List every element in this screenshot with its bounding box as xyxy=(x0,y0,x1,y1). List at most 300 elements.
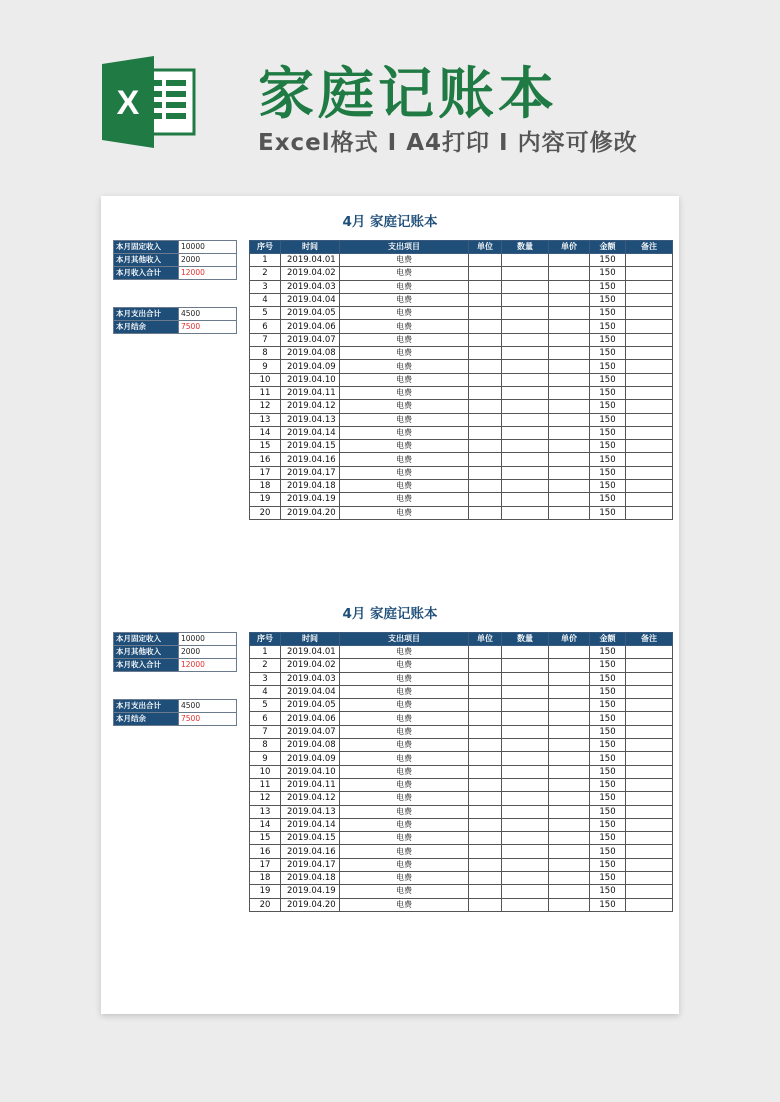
cell-note[interactable] xyxy=(626,792,673,805)
cell-amount[interactable]: 150 xyxy=(590,712,626,725)
cell-date[interactable]: 2019.04.14 xyxy=(281,426,340,439)
summary-value[interactable]: 2000 xyxy=(179,254,237,267)
cell-qty[interactable] xyxy=(502,805,549,818)
cell-seq[interactable]: 11 xyxy=(250,778,281,791)
cell-amount[interactable]: 150 xyxy=(590,400,626,413)
summary-value[interactable]: 10000 xyxy=(179,241,237,254)
cell-unit[interactable] xyxy=(469,373,502,386)
cell-qty[interactable] xyxy=(502,765,549,778)
cell-qty[interactable] xyxy=(502,426,549,439)
cell-date[interactable]: 2019.04.08 xyxy=(281,347,340,360)
cell-amount[interactable]: 150 xyxy=(590,320,626,333)
cell-unit[interactable] xyxy=(469,805,502,818)
cell-note[interactable] xyxy=(626,659,673,672)
cell-qty[interactable] xyxy=(502,320,549,333)
cell-qty[interactable] xyxy=(502,818,549,831)
cell-unit[interactable] xyxy=(469,453,502,466)
cell-seq[interactable]: 9 xyxy=(250,752,281,765)
cell-date[interactable]: 2019.04.18 xyxy=(281,872,340,885)
cell-unit[interactable] xyxy=(469,347,502,360)
cell-price[interactable] xyxy=(549,739,590,752)
cell-seq[interactable]: 5 xyxy=(250,699,281,712)
cell-seq[interactable]: 3 xyxy=(250,280,281,293)
cell-item[interactable]: 电费 xyxy=(340,699,469,712)
cell-qty[interactable] xyxy=(502,466,549,479)
cell-seq[interactable]: 2 xyxy=(250,267,281,280)
cell-qty[interactable] xyxy=(502,386,549,399)
cell-seq[interactable]: 5 xyxy=(250,307,281,320)
cell-date[interactable]: 2019.04.02 xyxy=(281,267,340,280)
cell-note[interactable] xyxy=(626,898,673,911)
cell-item[interactable]: 电费 xyxy=(340,778,469,791)
cell-unit[interactable] xyxy=(469,506,502,519)
cell-amount[interactable]: 150 xyxy=(590,267,626,280)
cell-unit[interactable] xyxy=(469,685,502,698)
cell-note[interactable] xyxy=(626,739,673,752)
cell-date[interactable]: 2019.04.07 xyxy=(281,725,340,738)
cell-amount[interactable]: 150 xyxy=(590,685,626,698)
cell-item[interactable]: 电费 xyxy=(340,898,469,911)
cell-date[interactable]: 2019.04.10 xyxy=(281,373,340,386)
cell-qty[interactable] xyxy=(502,307,549,320)
cell-date[interactable]: 2019.04.12 xyxy=(281,400,340,413)
cell-note[interactable] xyxy=(626,858,673,871)
cell-price[interactable] xyxy=(549,480,590,493)
cell-note[interactable] xyxy=(626,506,673,519)
cell-unit[interactable] xyxy=(469,280,502,293)
cell-price[interactable] xyxy=(549,805,590,818)
cell-amount[interactable]: 150 xyxy=(590,778,626,791)
cell-price[interactable] xyxy=(549,347,590,360)
cell-qty[interactable] xyxy=(502,493,549,506)
cell-qty[interactable] xyxy=(502,646,549,659)
cell-unit[interactable] xyxy=(469,493,502,506)
summary-value[interactable]: 4500 xyxy=(179,308,237,321)
cell-seq[interactable]: 18 xyxy=(250,480,281,493)
cell-amount[interactable]: 150 xyxy=(590,659,626,672)
cell-note[interactable] xyxy=(626,293,673,306)
cell-price[interactable] xyxy=(549,885,590,898)
cell-unit[interactable] xyxy=(469,672,502,685)
cell-item[interactable]: 电费 xyxy=(340,672,469,685)
cell-price[interactable] xyxy=(549,466,590,479)
cell-item[interactable]: 电费 xyxy=(340,659,469,672)
cell-seq[interactable]: 17 xyxy=(250,466,281,479)
cell-unit[interactable] xyxy=(469,818,502,831)
cell-note[interactable] xyxy=(626,386,673,399)
cell-unit[interactable] xyxy=(469,659,502,672)
cell-note[interactable] xyxy=(626,347,673,360)
summary-value[interactable]: 2000 xyxy=(179,646,237,659)
cell-seq[interactable]: 7 xyxy=(250,333,281,346)
cell-seq[interactable]: 15 xyxy=(250,440,281,453)
cell-item[interactable]: 电费 xyxy=(340,254,469,267)
cell-unit[interactable] xyxy=(469,307,502,320)
cell-item[interactable]: 电费 xyxy=(340,440,469,453)
cell-price[interactable] xyxy=(549,898,590,911)
cell-item[interactable]: 电费 xyxy=(340,400,469,413)
cell-price[interactable] xyxy=(549,818,590,831)
cell-price[interactable] xyxy=(549,413,590,426)
cell-item[interactable]: 电费 xyxy=(340,739,469,752)
cell-date[interactable]: 2019.04.05 xyxy=(281,699,340,712)
cell-amount[interactable]: 150 xyxy=(590,646,626,659)
cell-note[interactable] xyxy=(626,453,673,466)
cell-item[interactable]: 电费 xyxy=(340,792,469,805)
cell-qty[interactable] xyxy=(502,360,549,373)
cell-qty[interactable] xyxy=(502,845,549,858)
cell-note[interactable] xyxy=(626,400,673,413)
cell-seq[interactable]: 14 xyxy=(250,818,281,831)
cell-amount[interactable]: 150 xyxy=(590,453,626,466)
cell-item[interactable]: 电费 xyxy=(340,453,469,466)
cell-amount[interactable]: 150 xyxy=(590,699,626,712)
cell-price[interactable] xyxy=(549,320,590,333)
cell-price[interactable] xyxy=(549,333,590,346)
summary-value[interactable]: 12000 xyxy=(179,659,237,672)
cell-qty[interactable] xyxy=(502,685,549,698)
cell-note[interactable] xyxy=(626,360,673,373)
cell-item[interactable]: 电费 xyxy=(340,293,469,306)
cell-date[interactable]: 2019.04.17 xyxy=(281,858,340,871)
cell-price[interactable] xyxy=(549,440,590,453)
cell-date[interactable]: 2019.04.06 xyxy=(281,712,340,725)
cell-seq[interactable]: 20 xyxy=(250,898,281,911)
cell-qty[interactable] xyxy=(502,792,549,805)
cell-price[interactable] xyxy=(549,453,590,466)
cell-seq[interactable]: 7 xyxy=(250,725,281,738)
cell-note[interactable] xyxy=(626,805,673,818)
cell-amount[interactable]: 150 xyxy=(590,725,626,738)
cell-seq[interactable]: 2 xyxy=(250,659,281,672)
summary-value[interactable]: 7500 xyxy=(179,713,237,726)
cell-unit[interactable] xyxy=(469,739,502,752)
summary-value[interactable]: 12000 xyxy=(179,267,237,280)
cell-qty[interactable] xyxy=(502,373,549,386)
cell-note[interactable] xyxy=(626,320,673,333)
cell-unit[interactable] xyxy=(469,440,502,453)
cell-seq[interactable]: 19 xyxy=(250,493,281,506)
cell-note[interactable] xyxy=(626,280,673,293)
cell-seq[interactable]: 9 xyxy=(250,360,281,373)
cell-qty[interactable] xyxy=(502,453,549,466)
cell-note[interactable] xyxy=(626,254,673,267)
cell-unit[interactable] xyxy=(469,646,502,659)
cell-date[interactable]: 2019.04.03 xyxy=(281,280,340,293)
cell-date[interactable]: 2019.04.19 xyxy=(281,885,340,898)
cell-qty[interactable] xyxy=(502,778,549,791)
cell-item[interactable]: 电费 xyxy=(340,685,469,698)
cell-note[interactable] xyxy=(626,845,673,858)
cell-item[interactable]: 电费 xyxy=(340,320,469,333)
cell-unit[interactable] xyxy=(469,320,502,333)
cell-price[interactable] xyxy=(549,293,590,306)
cell-amount[interactable]: 150 xyxy=(590,307,626,320)
cell-unit[interactable] xyxy=(469,333,502,346)
cell-item[interactable]: 电费 xyxy=(340,347,469,360)
cell-amount[interactable]: 150 xyxy=(590,858,626,871)
cell-date[interactable]: 2019.04.13 xyxy=(281,805,340,818)
cell-item[interactable]: 电费 xyxy=(340,858,469,871)
cell-seq[interactable]: 19 xyxy=(250,885,281,898)
cell-unit[interactable] xyxy=(469,267,502,280)
cell-date[interactable]: 2019.04.09 xyxy=(281,360,340,373)
cell-amount[interactable]: 150 xyxy=(590,885,626,898)
cell-unit[interactable] xyxy=(469,293,502,306)
cell-price[interactable] xyxy=(549,725,590,738)
cell-item[interactable]: 电费 xyxy=(340,493,469,506)
cell-price[interactable] xyxy=(549,778,590,791)
cell-date[interactable]: 2019.04.03 xyxy=(281,672,340,685)
cell-price[interactable] xyxy=(549,493,590,506)
cell-item[interactable]: 电费 xyxy=(340,832,469,845)
cell-qty[interactable] xyxy=(502,898,549,911)
cell-price[interactable] xyxy=(549,386,590,399)
cell-note[interactable] xyxy=(626,480,673,493)
cell-note[interactable] xyxy=(626,466,673,479)
cell-note[interactable] xyxy=(626,752,673,765)
cell-seq[interactable]: 20 xyxy=(250,506,281,519)
cell-item[interactable]: 电费 xyxy=(340,646,469,659)
cell-date[interactable]: 2019.04.01 xyxy=(281,646,340,659)
cell-amount[interactable]: 150 xyxy=(590,360,626,373)
cell-item[interactable]: 电费 xyxy=(340,872,469,885)
cell-date[interactable]: 2019.04.04 xyxy=(281,685,340,698)
cell-unit[interactable] xyxy=(469,413,502,426)
cell-date[interactable]: 2019.04.09 xyxy=(281,752,340,765)
cell-note[interactable] xyxy=(626,672,673,685)
cell-unit[interactable] xyxy=(469,254,502,267)
cell-price[interactable] xyxy=(549,506,590,519)
cell-note[interactable] xyxy=(626,307,673,320)
cell-note[interactable] xyxy=(626,712,673,725)
cell-seq[interactable]: 1 xyxy=(250,646,281,659)
cell-seq[interactable]: 17 xyxy=(250,858,281,871)
cell-seq[interactable]: 12 xyxy=(250,400,281,413)
cell-note[interactable] xyxy=(626,832,673,845)
cell-unit[interactable] xyxy=(469,792,502,805)
cell-amount[interactable]: 150 xyxy=(590,440,626,453)
cell-item[interactable]: 电费 xyxy=(340,386,469,399)
cell-amount[interactable]: 150 xyxy=(590,752,626,765)
cell-unit[interactable] xyxy=(469,898,502,911)
cell-item[interactable]: 电费 xyxy=(340,360,469,373)
cell-item[interactable]: 电费 xyxy=(340,480,469,493)
cell-unit[interactable] xyxy=(469,400,502,413)
cell-qty[interactable] xyxy=(502,333,549,346)
cell-item[interactable]: 电费 xyxy=(340,506,469,519)
cell-qty[interactable] xyxy=(502,440,549,453)
cell-price[interactable] xyxy=(549,360,590,373)
cell-seq[interactable]: 3 xyxy=(250,672,281,685)
cell-date[interactable]: 2019.04.16 xyxy=(281,453,340,466)
cell-amount[interactable]: 150 xyxy=(590,280,626,293)
cell-item[interactable]: 电费 xyxy=(340,752,469,765)
cell-amount[interactable]: 150 xyxy=(590,386,626,399)
cell-qty[interactable] xyxy=(502,699,549,712)
cell-date[interactable]: 2019.04.08 xyxy=(281,739,340,752)
cell-seq[interactable]: 13 xyxy=(250,805,281,818)
cell-item[interactable]: 电费 xyxy=(340,280,469,293)
cell-note[interactable] xyxy=(626,699,673,712)
cell-price[interactable] xyxy=(549,752,590,765)
cell-seq[interactable]: 16 xyxy=(250,845,281,858)
cell-date[interactable]: 2019.04.18 xyxy=(281,480,340,493)
cell-qty[interactable] xyxy=(502,293,549,306)
cell-price[interactable] xyxy=(549,792,590,805)
cell-date[interactable]: 2019.04.14 xyxy=(281,818,340,831)
cell-item[interactable]: 电费 xyxy=(340,712,469,725)
cell-item[interactable]: 电费 xyxy=(340,426,469,439)
cell-price[interactable] xyxy=(549,400,590,413)
cell-item[interactable]: 电费 xyxy=(340,373,469,386)
cell-seq[interactable]: 12 xyxy=(250,792,281,805)
cell-unit[interactable] xyxy=(469,858,502,871)
cell-item[interactable]: 电费 xyxy=(340,267,469,280)
cell-qty[interactable] xyxy=(502,267,549,280)
cell-date[interactable]: 2019.04.07 xyxy=(281,333,340,346)
cell-seq[interactable]: 1 xyxy=(250,254,281,267)
cell-price[interactable] xyxy=(549,646,590,659)
cell-seq[interactable]: 15 xyxy=(250,832,281,845)
cell-qty[interactable] xyxy=(502,506,549,519)
cell-qty[interactable] xyxy=(502,659,549,672)
cell-unit[interactable] xyxy=(469,778,502,791)
cell-unit[interactable] xyxy=(469,832,502,845)
cell-qty[interactable] xyxy=(502,872,549,885)
cell-unit[interactable] xyxy=(469,872,502,885)
cell-unit[interactable] xyxy=(469,466,502,479)
cell-item[interactable]: 电费 xyxy=(340,413,469,426)
cell-qty[interactable] xyxy=(502,832,549,845)
cell-amount[interactable]: 150 xyxy=(590,805,626,818)
cell-price[interactable] xyxy=(549,832,590,845)
cell-note[interactable] xyxy=(626,267,673,280)
cell-seq[interactable]: 4 xyxy=(250,293,281,306)
cell-unit[interactable] xyxy=(469,360,502,373)
cell-amount[interactable]: 150 xyxy=(590,845,626,858)
cell-unit[interactable] xyxy=(469,386,502,399)
cell-seq[interactable]: 13 xyxy=(250,413,281,426)
cell-unit[interactable] xyxy=(469,885,502,898)
cell-qty[interactable] xyxy=(502,400,549,413)
cell-amount[interactable]: 150 xyxy=(590,333,626,346)
cell-price[interactable] xyxy=(549,267,590,280)
cell-amount[interactable]: 150 xyxy=(590,254,626,267)
cell-qty[interactable] xyxy=(502,280,549,293)
cell-qty[interactable] xyxy=(502,347,549,360)
cell-item[interactable]: 电费 xyxy=(340,845,469,858)
cell-price[interactable] xyxy=(549,307,590,320)
cell-price[interactable] xyxy=(549,765,590,778)
summary-value[interactable]: 10000 xyxy=(179,633,237,646)
cell-amount[interactable]: 150 xyxy=(590,792,626,805)
cell-amount[interactable]: 150 xyxy=(590,818,626,831)
cell-date[interactable]: 2019.04.16 xyxy=(281,845,340,858)
cell-note[interactable] xyxy=(626,413,673,426)
cell-amount[interactable]: 150 xyxy=(590,739,626,752)
cell-note[interactable] xyxy=(626,765,673,778)
cell-date[interactable]: 2019.04.17 xyxy=(281,466,340,479)
cell-price[interactable] xyxy=(549,699,590,712)
cell-price[interactable] xyxy=(549,872,590,885)
cell-qty[interactable] xyxy=(502,413,549,426)
cell-note[interactable] xyxy=(626,778,673,791)
cell-item[interactable]: 电费 xyxy=(340,805,469,818)
cell-seq[interactable]: 4 xyxy=(250,685,281,698)
cell-unit[interactable] xyxy=(469,725,502,738)
cell-item[interactable]: 电费 xyxy=(340,818,469,831)
cell-item[interactable]: 电费 xyxy=(340,333,469,346)
cell-amount[interactable]: 150 xyxy=(590,872,626,885)
cell-note[interactable] xyxy=(626,426,673,439)
cell-amount[interactable]: 150 xyxy=(590,493,626,506)
cell-seq[interactable]: 16 xyxy=(250,453,281,466)
cell-date[interactable]: 2019.04.20 xyxy=(281,898,340,911)
cell-unit[interactable] xyxy=(469,699,502,712)
cell-unit[interactable] xyxy=(469,426,502,439)
cell-price[interactable] xyxy=(549,712,590,725)
cell-price[interactable] xyxy=(549,280,590,293)
cell-date[interactable]: 2019.04.11 xyxy=(281,386,340,399)
cell-seq[interactable]: 14 xyxy=(250,426,281,439)
cell-note[interactable] xyxy=(626,493,673,506)
cell-date[interactable]: 2019.04.04 xyxy=(281,293,340,306)
cell-item[interactable]: 电费 xyxy=(340,885,469,898)
cell-price[interactable] xyxy=(549,858,590,871)
cell-note[interactable] xyxy=(626,646,673,659)
cell-price[interactable] xyxy=(549,672,590,685)
cell-date[interactable]: 2019.04.02 xyxy=(281,659,340,672)
cell-seq[interactable]: 10 xyxy=(250,373,281,386)
cell-price[interactable] xyxy=(549,426,590,439)
cell-seq[interactable]: 6 xyxy=(250,712,281,725)
cell-date[interactable]: 2019.04.19 xyxy=(281,493,340,506)
cell-qty[interactable] xyxy=(502,712,549,725)
cell-price[interactable] xyxy=(549,659,590,672)
cell-qty[interactable] xyxy=(502,725,549,738)
cell-date[interactable]: 2019.04.10 xyxy=(281,765,340,778)
cell-seq[interactable]: 8 xyxy=(250,347,281,360)
cell-date[interactable]: 2019.04.11 xyxy=(281,778,340,791)
cell-seq[interactable]: 11 xyxy=(250,386,281,399)
cell-item[interactable]: 电费 xyxy=(340,725,469,738)
cell-qty[interactable] xyxy=(502,480,549,493)
cell-price[interactable] xyxy=(549,685,590,698)
cell-amount[interactable]: 150 xyxy=(590,672,626,685)
cell-seq[interactable]: 6 xyxy=(250,320,281,333)
cell-qty[interactable] xyxy=(502,885,549,898)
cell-amount[interactable]: 150 xyxy=(590,832,626,845)
cell-date[interactable]: 2019.04.06 xyxy=(281,320,340,333)
cell-note[interactable] xyxy=(626,685,673,698)
summary-value[interactable]: 7500 xyxy=(179,321,237,334)
cell-date[interactable]: 2019.04.13 xyxy=(281,413,340,426)
cell-date[interactable]: 2019.04.01 xyxy=(281,254,340,267)
cell-note[interactable] xyxy=(626,725,673,738)
cell-unit[interactable] xyxy=(469,845,502,858)
cell-unit[interactable] xyxy=(469,480,502,493)
cell-date[interactable]: 2019.04.15 xyxy=(281,832,340,845)
cell-price[interactable] xyxy=(549,845,590,858)
cell-seq[interactable]: 18 xyxy=(250,872,281,885)
summary-value[interactable]: 4500 xyxy=(179,700,237,713)
cell-note[interactable] xyxy=(626,872,673,885)
cell-price[interactable] xyxy=(549,254,590,267)
cell-amount[interactable]: 150 xyxy=(590,898,626,911)
cell-item[interactable]: 电费 xyxy=(340,307,469,320)
cell-amount[interactable]: 150 xyxy=(590,293,626,306)
